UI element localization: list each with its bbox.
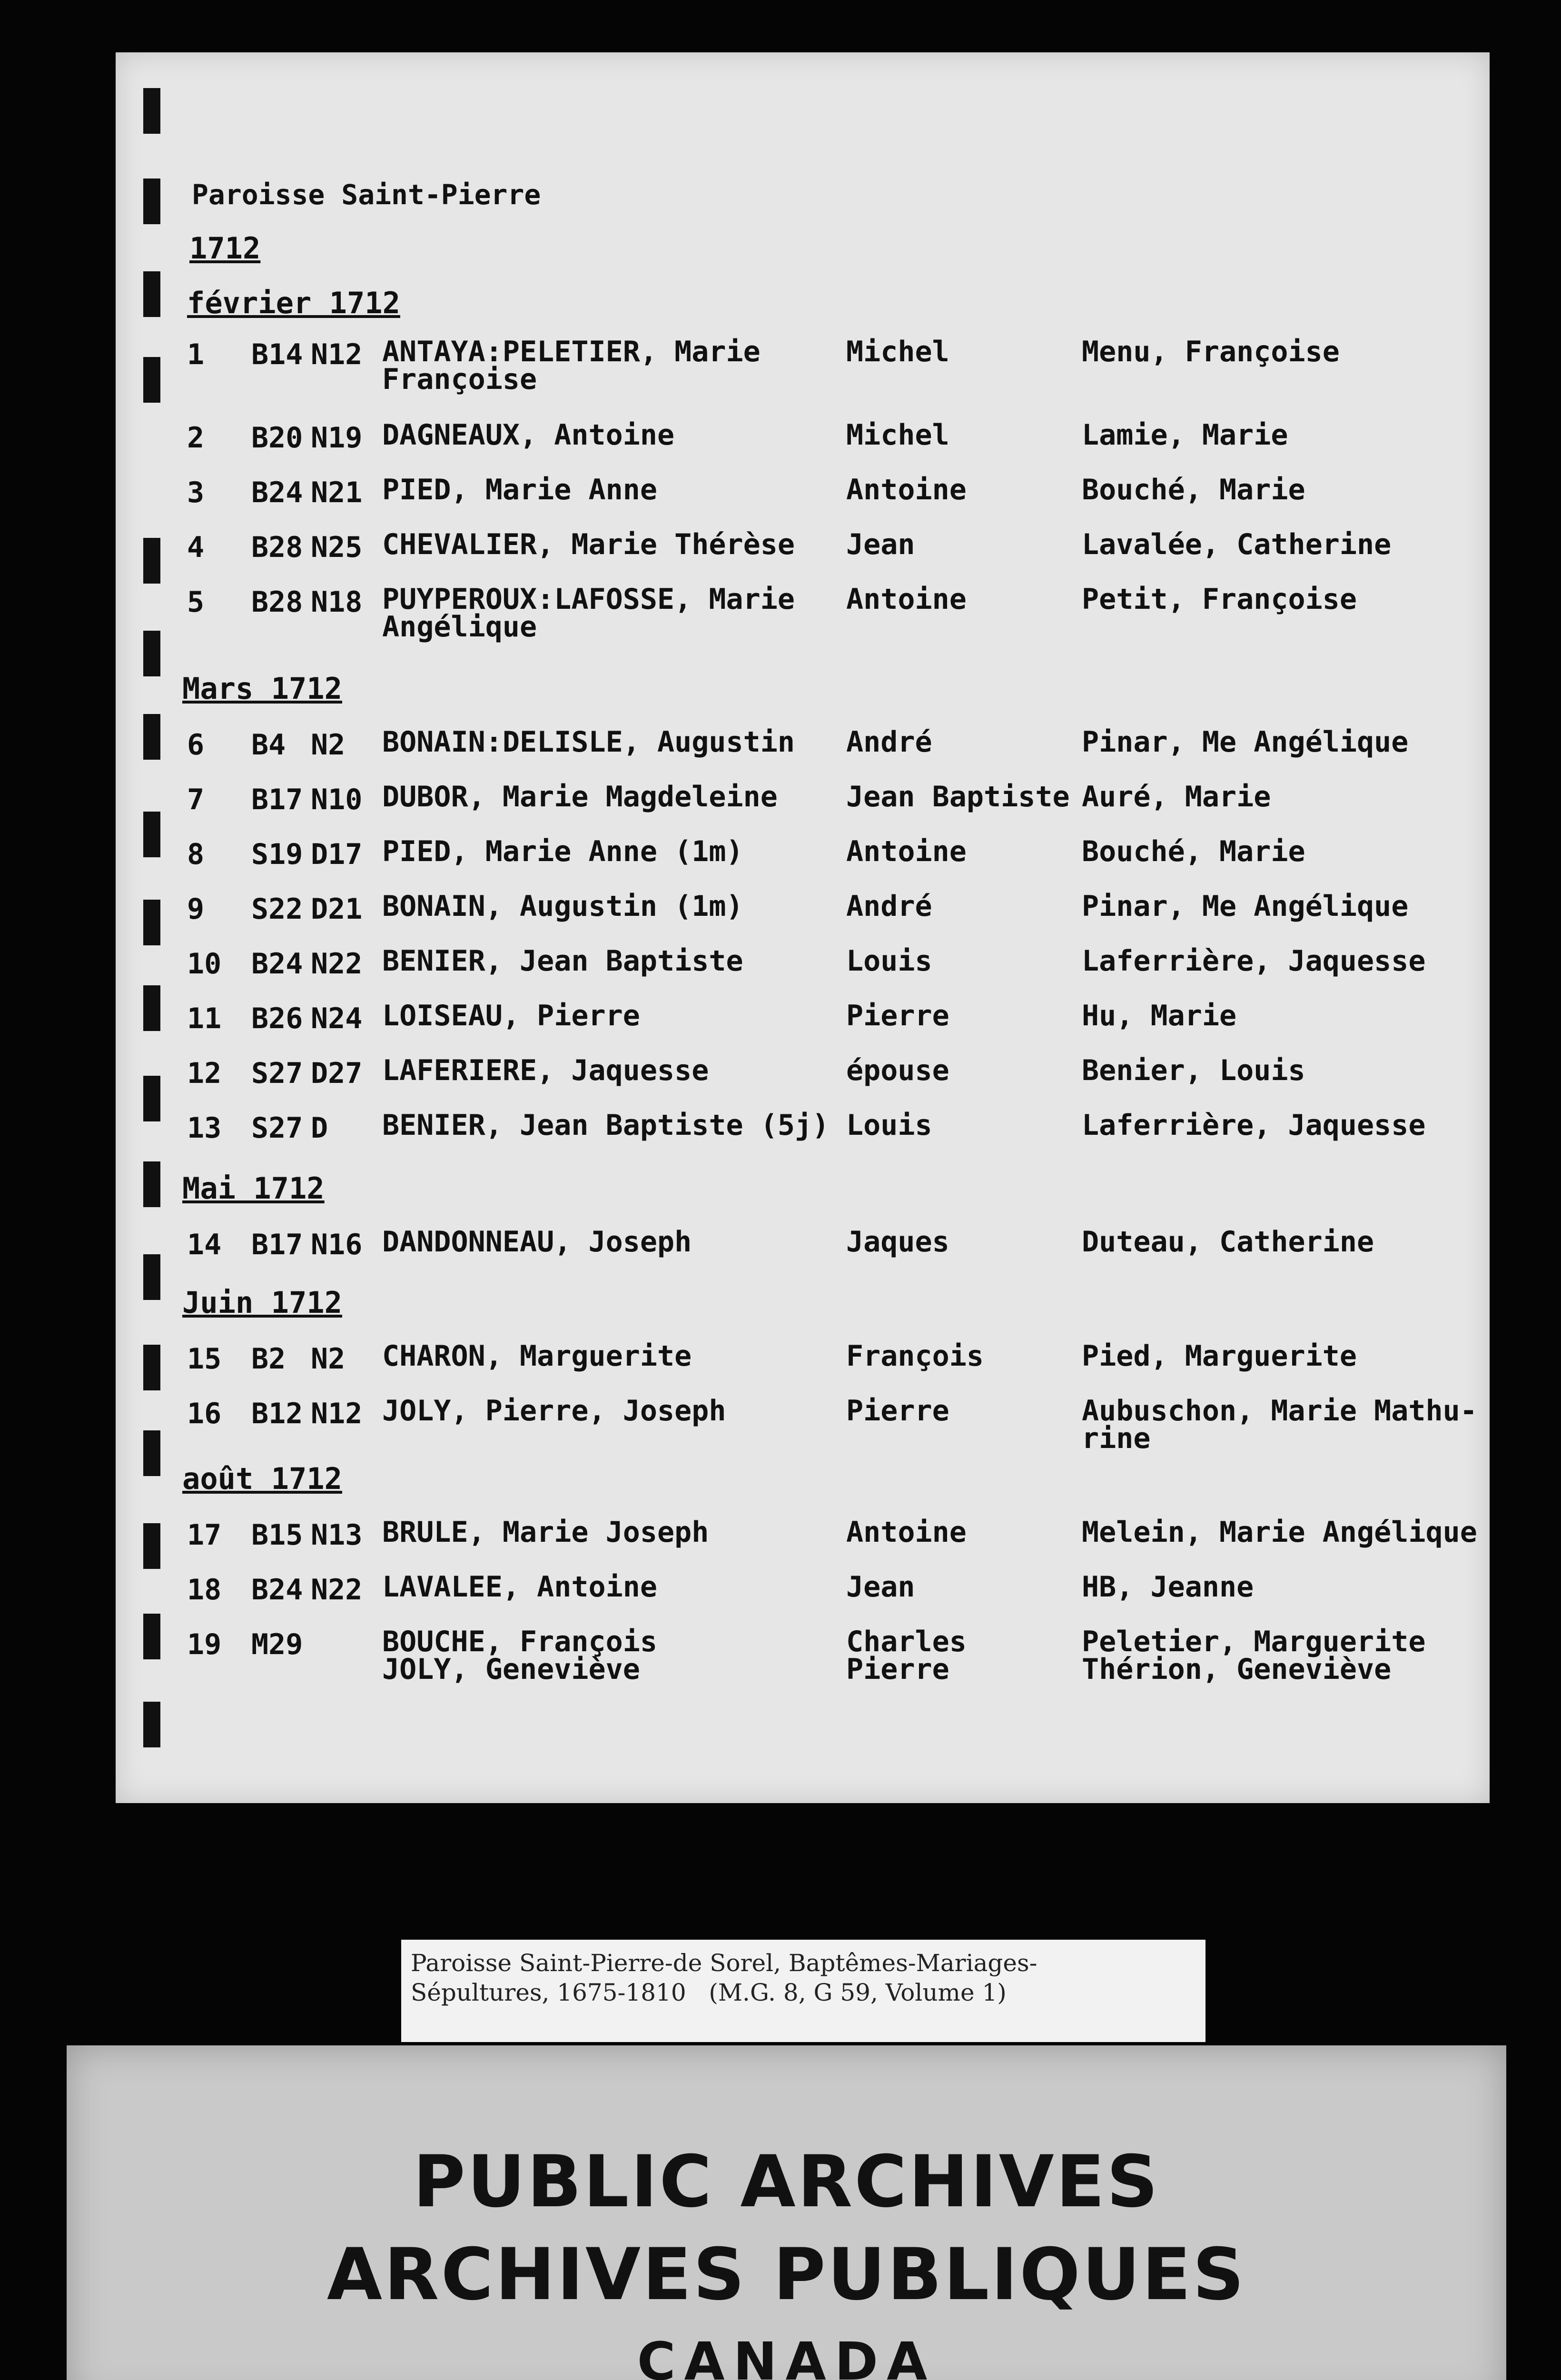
banner-line-2: ARCHIVES PUBLIQUES: [326, 2233, 1246, 2316]
entry-secondary-code: N21: [311, 476, 363, 509]
entry-father: Pierre: [846, 999, 949, 1032]
entry-father: épouse: [846, 1054, 949, 1087]
entry-secondary-code: D27: [311, 1057, 363, 1090]
month-heading: Mars 1712: [182, 671, 342, 706]
entry-mother: Pinar, Me Angélique: [1082, 890, 1409, 923]
entry-name: BOUCHE, François JOLY, Geneviève: [382, 1625, 657, 1686]
month-heading: février 1712: [187, 286, 400, 320]
entry-date-code: B20: [251, 421, 303, 455]
entry-number: 14: [187, 1228, 222, 1261]
entry-number: 11: [187, 1002, 222, 1035]
entry-father: Louis: [846, 1109, 932, 1142]
entry-father: Michel: [846, 418, 949, 452]
entry-date-code: B12: [251, 1397, 303, 1430]
month-heading: Mai 1712: [182, 1171, 325, 1206]
entry-name: BENIER, Jean Baptiste (5j): [382, 1109, 830, 1142]
entry-father: Pierre: [846, 1394, 949, 1428]
entry-number: 7: [187, 783, 205, 816]
entry-name: PIED, Marie Anne (1m): [382, 835, 743, 868]
binder-hole: [143, 88, 160, 134]
month-heading: Juin 1712: [182, 1285, 342, 1320]
entry-mother: Duteau, Catherine: [1082, 1225, 1374, 1259]
entry-date-code: B14: [251, 338, 303, 371]
register-page: [116, 52, 1490, 1803]
entry-mother: Laferrière, Jaquesse: [1082, 1109, 1426, 1142]
register-row: [116, 585, 1490, 643]
entry-name: BONAIN:DELISLE, Augustin: [382, 725, 795, 759]
entry-mother: Bouché, Marie: [1082, 473, 1305, 506]
entry-date-code: S22: [251, 892, 303, 926]
register-row: [116, 1111, 1490, 1169]
entry-name: DUBOR, Marie Magdeleine: [382, 780, 778, 813]
entry-number: 9: [187, 892, 205, 926]
entry-mother: Benier, Louis: [1082, 1054, 1305, 1087]
entry-secondary-code: N25: [311, 531, 363, 564]
entry-father: François: [846, 1339, 984, 1373]
microfilm-caption: [401, 1940, 1205, 2042]
register-row: [116, 892, 1490, 950]
entry-date-code: B24: [251, 1573, 303, 1606]
entry-mother: Bouché, Marie: [1082, 835, 1305, 868]
archives-banner: [67, 2045, 1506, 2380]
register-row: [116, 1518, 1490, 1576]
entry-mother: Laferrière, Jaquesse: [1082, 944, 1426, 978]
entry-secondary-code: N22: [311, 947, 363, 981]
entry-father: Jean: [846, 528, 915, 561]
entry-father: André: [846, 890, 932, 923]
entry-mother: Lavalée, Catherine: [1082, 528, 1392, 561]
entry-name: LAFERIERE, Jaquesse: [382, 1054, 709, 1087]
register-row: [116, 1339, 1490, 1399]
register-row: [116, 944, 1490, 1004]
entry-mother: Petit, Françoise: [1082, 583, 1357, 616]
entry-date-code: B2: [251, 1342, 286, 1376]
entry-number: 10: [187, 947, 222, 981]
binder-hole: [143, 178, 160, 224]
year-heading: 1712: [189, 231, 261, 266]
entry-number: 1: [187, 338, 205, 371]
entry-number: 3: [187, 476, 205, 509]
register-row: [116, 780, 1490, 840]
entry-mother: Pied, Marguerite: [1082, 1339, 1357, 1373]
entry-secondary-code: D21: [311, 892, 363, 926]
entry-father: Charles Pierre: [846, 1625, 967, 1686]
entry-father: Antoine: [846, 1516, 967, 1549]
entry-secondary-code: N12: [311, 1397, 363, 1430]
entry-date-code: S27: [251, 1111, 303, 1145]
entry-name: CHARON, Marguerite: [382, 1339, 692, 1373]
entry-name: BENIER, Jean Baptiste: [382, 944, 743, 978]
entry-name: BRULE, Marie Joseph: [382, 1516, 709, 1549]
entry-number: 2: [187, 421, 205, 455]
register-row: [116, 335, 1490, 396]
entry-mother: Hu, Marie: [1082, 999, 1237, 1032]
register-row: [116, 473, 1490, 533]
entry-mother: Auré, Marie: [1082, 780, 1271, 813]
entry-number: 12: [187, 1057, 222, 1090]
entry-number: 13: [187, 1111, 222, 1145]
entry-name: LAVALEE, Antoine: [382, 1570, 657, 1604]
entry-date-code: B17: [251, 783, 303, 816]
entry-date-code: B26: [251, 1002, 303, 1035]
entry-secondary-code: D: [311, 1111, 328, 1145]
entry-father: Antoine: [846, 583, 967, 616]
entry-father: Antoine: [846, 835, 967, 868]
entry-date-code: B17: [251, 1228, 303, 1261]
entry-number: 15: [187, 1342, 222, 1376]
entry-father: André: [846, 725, 932, 759]
entry-name: PUYPEROUX:LAFOSSE, Marie Angélique: [382, 583, 795, 644]
entry-date-code: B4: [251, 728, 286, 762]
entry-date-code: B24: [251, 947, 303, 981]
caption-line-2: Sépultures, 1675-1810 (M.G. 8, G 59, Volume 1): [411, 1979, 1007, 2006]
register-row: [116, 1225, 1490, 1285]
register-row: [116, 418, 1490, 478]
entry-secondary-code: N22: [311, 1573, 363, 1606]
entry-mother: Pinar, Me Angélique: [1082, 725, 1409, 759]
entry-date-code: B28: [251, 585, 303, 619]
month-heading: août 1712: [182, 1461, 342, 1496]
entry-number: 17: [187, 1518, 222, 1552]
entry-date-code: B28: [251, 531, 303, 564]
entry-father: Louis: [846, 944, 932, 978]
entry-secondary-code: N13: [311, 1518, 363, 1552]
register-row: [116, 1570, 1490, 1630]
binder-hole: [143, 271, 160, 317]
entry-father: Antoine: [846, 473, 967, 506]
entry-number: 16: [187, 1397, 222, 1430]
banner-line-3: CANADA: [637, 2331, 936, 2380]
entry-mother: Melein, Marie Angélique: [1082, 1516, 1477, 1549]
entry-secondary-code: N24: [311, 1002, 363, 1035]
register-row: [116, 1625, 1490, 1686]
parish-heading: Paroisse Saint-Pierre: [192, 178, 541, 211]
entry-father: Jean: [846, 1570, 915, 1604]
entry-mother: Lamie, Marie: [1082, 418, 1288, 452]
register-row: [116, 725, 1490, 785]
entry-secondary-code: N2: [311, 728, 346, 762]
entry-name: LOISEAU, Pierre: [382, 999, 640, 1032]
entry-secondary-code: N12: [311, 338, 363, 371]
register-row: [116, 528, 1490, 588]
entry-secondary-code: N16: [311, 1228, 363, 1261]
entry-mother: Menu, Françoise: [1082, 335, 1340, 368]
banner-line-1: PUBLIC ARCHIVES: [413, 2141, 1160, 2223]
entry-mother: Peletier, Marguerite Thérion, Geneviève: [1082, 1625, 1426, 1686]
entry-secondary-code: N2: [311, 1342, 346, 1376]
entry-number: 5: [187, 585, 205, 619]
entry-secondary-code: N19: [311, 421, 363, 455]
entry-name: ANTAYA:PELETIER, Marie Françoise: [382, 335, 761, 396]
entry-number: 6: [187, 728, 205, 762]
entry-number: 18: [187, 1573, 222, 1606]
entry-date-code: M29: [251, 1628, 303, 1661]
entry-mother: Aubuschon, Marie Mathu- rine: [1082, 1394, 1477, 1455]
entry-date-code: S19: [251, 838, 303, 871]
entry-mother: HB, Jeanne: [1082, 1570, 1254, 1604]
entry-name: JOLY, Pierre, Joseph: [382, 1394, 726, 1428]
entry-name: CHEVALIER, Marie Thérèse: [382, 528, 795, 561]
entry-name: DANDONNEAU, Joseph: [382, 1225, 692, 1259]
register-row: [116, 835, 1490, 895]
entry-name: BONAIN, Augustin (1m): [382, 890, 743, 923]
entry-name: PIED, Marie Anne: [382, 473, 657, 506]
entry-secondary-code: N10: [311, 783, 363, 816]
entry-secondary-code: N18: [311, 585, 363, 619]
entry-number: 19: [187, 1628, 222, 1661]
entry-secondary-code: D17: [311, 838, 363, 871]
binder-hole: [143, 1702, 160, 1747]
register-row: [116, 1054, 1490, 1114]
entry-date-code: B24: [251, 476, 303, 509]
entry-father: Jean Baptiste: [846, 780, 1070, 813]
register-row: [116, 999, 1490, 1059]
entry-number: 8: [187, 838, 205, 871]
register-row: [116, 1394, 1490, 1455]
entry-father: Jaques: [846, 1225, 949, 1259]
entry-date-code: S27: [251, 1057, 303, 1090]
entry-date-code: B15: [251, 1518, 303, 1552]
caption-line-1: Paroisse Saint-Pierre-de Sorel, Baptêmes-Mariages-: [411, 1949, 1037, 1977]
entry-number: 4: [187, 531, 205, 564]
entry-father: Michel: [846, 335, 949, 368]
entry-name: DAGNEAUX, Antoine: [382, 418, 675, 452]
